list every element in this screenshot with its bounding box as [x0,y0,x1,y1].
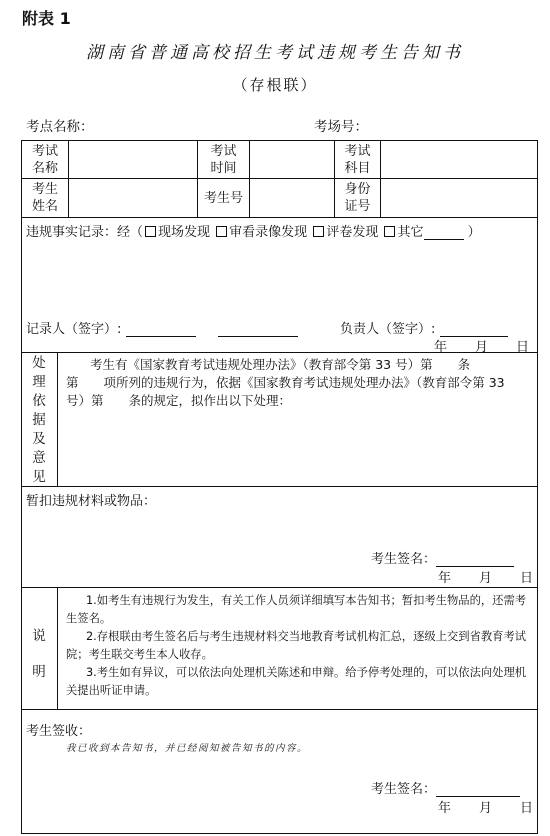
divider [57,352,58,486]
video-review-option-label: 审看录像发现 [229,225,308,240]
items-sign-field[interactable] [436,554,514,567]
video-review-checkbox[interactable] [216,226,227,237]
receipt-signature-line [371,778,520,797]
record-date: 年 月 日 [434,340,530,355]
divider [21,587,538,588]
exam-time-field[interactable] [251,142,333,177]
form-table [21,140,538,834]
other-input[interactable] [424,227,464,240]
divider [57,587,58,709]
exam-subject-field[interactable] [382,142,536,177]
recorder-label: 记录人（签字）: [26,322,122,337]
receipt-label: 考生签收： [26,724,92,739]
leader-signature-line [340,318,508,337]
handling-text: 考生有《国家教育考试违规处理办法》（教育部令第 33 号）第 条 第 项所列的违规行为，依据《国家教育考试违规处理办法》（教育部令第 33 号）第 条的规定，拟作出以下处理： [66,357,505,408]
onsite-option-label: 现场发现 [158,225,211,240]
handling-label: 处 理 依 据 及 意 见 [32,355,46,485]
leader-label: 负责人（签字）: [340,322,436,337]
divider [21,709,538,710]
detained-items-label: 暂扣违规材料或物品： [26,494,157,509]
exam-time-label: 考试 时间 [210,144,237,176]
divider [21,178,538,179]
receipt-sign-field[interactable] [436,784,520,797]
other-checkbox[interactable] [384,226,395,237]
other-option-label: 其它 [397,225,424,240]
recorder-signature-line [26,318,298,337]
exam-name-label: 考试 名称 [31,144,58,176]
items-signature-line [371,548,514,567]
form-title: 湖南省普通高校招生考试违规考生告知书 [86,43,464,63]
items-sign-label: 考生签名： [371,552,437,567]
student-name-field[interactable] [70,180,196,216]
id-number-field[interactable] [382,180,536,216]
marking-option-label: 评卷发现 [326,225,379,240]
exam-subject-label: 考试 科目 [344,144,371,176]
form-subtitle: （存根联） [232,76,318,94]
onsite-checkbox[interactable] [145,226,156,237]
divider [21,217,538,218]
notes-text: 1.如考生有违规行为发生，有关工作人员须详细填写本告知书；暂扣考生物品的，还需考 生签名。 2.存根联由考生签名后与考生违规材料交当地教育考试机构汇总，逐级上交到省教育考试 院；考生联交考生本人收存。 3.考生如有异议，可以依法向处理机关陈述和申辩。给予停考处理的，可以依法向处理机 关提出听证申请。 [66,594,527,697]
items-date: 年 月 日 [438,571,534,586]
id-number-label: 身份 证号 [344,182,371,214]
receipt-statement: 我已收到本告知书，并已经阅知被告知书的内容。 [66,743,309,754]
close-paren: ） [467,225,481,240]
recorder-sign-field-1[interactable] [126,324,196,337]
notes-label: 说 明 [32,628,46,680]
room-no-label: 考场号： [314,119,368,135]
violation-record-label: 违规事实记录：经（ [26,225,144,240]
divider [249,140,250,217]
divider [21,486,538,487]
site-name-label: 考点名称： [26,119,94,135]
exam-name-field[interactable] [70,142,196,177]
receipt-date: 年 月 日 [438,801,534,816]
violation-record-line [26,221,481,240]
divider [380,140,381,217]
student-no-field[interactable] [251,180,333,216]
divider [21,352,538,353]
attachment-label: 附表 1 [22,9,71,28]
divider [68,140,69,217]
receipt-sign-label: 考生签名： [371,782,437,797]
marking-checkbox[interactable] [313,226,324,237]
recorder-sign-field-2[interactable] [218,324,298,337]
student-name-label: 考生 姓名 [31,182,58,214]
student-no-label: 考生号 [203,191,243,206]
